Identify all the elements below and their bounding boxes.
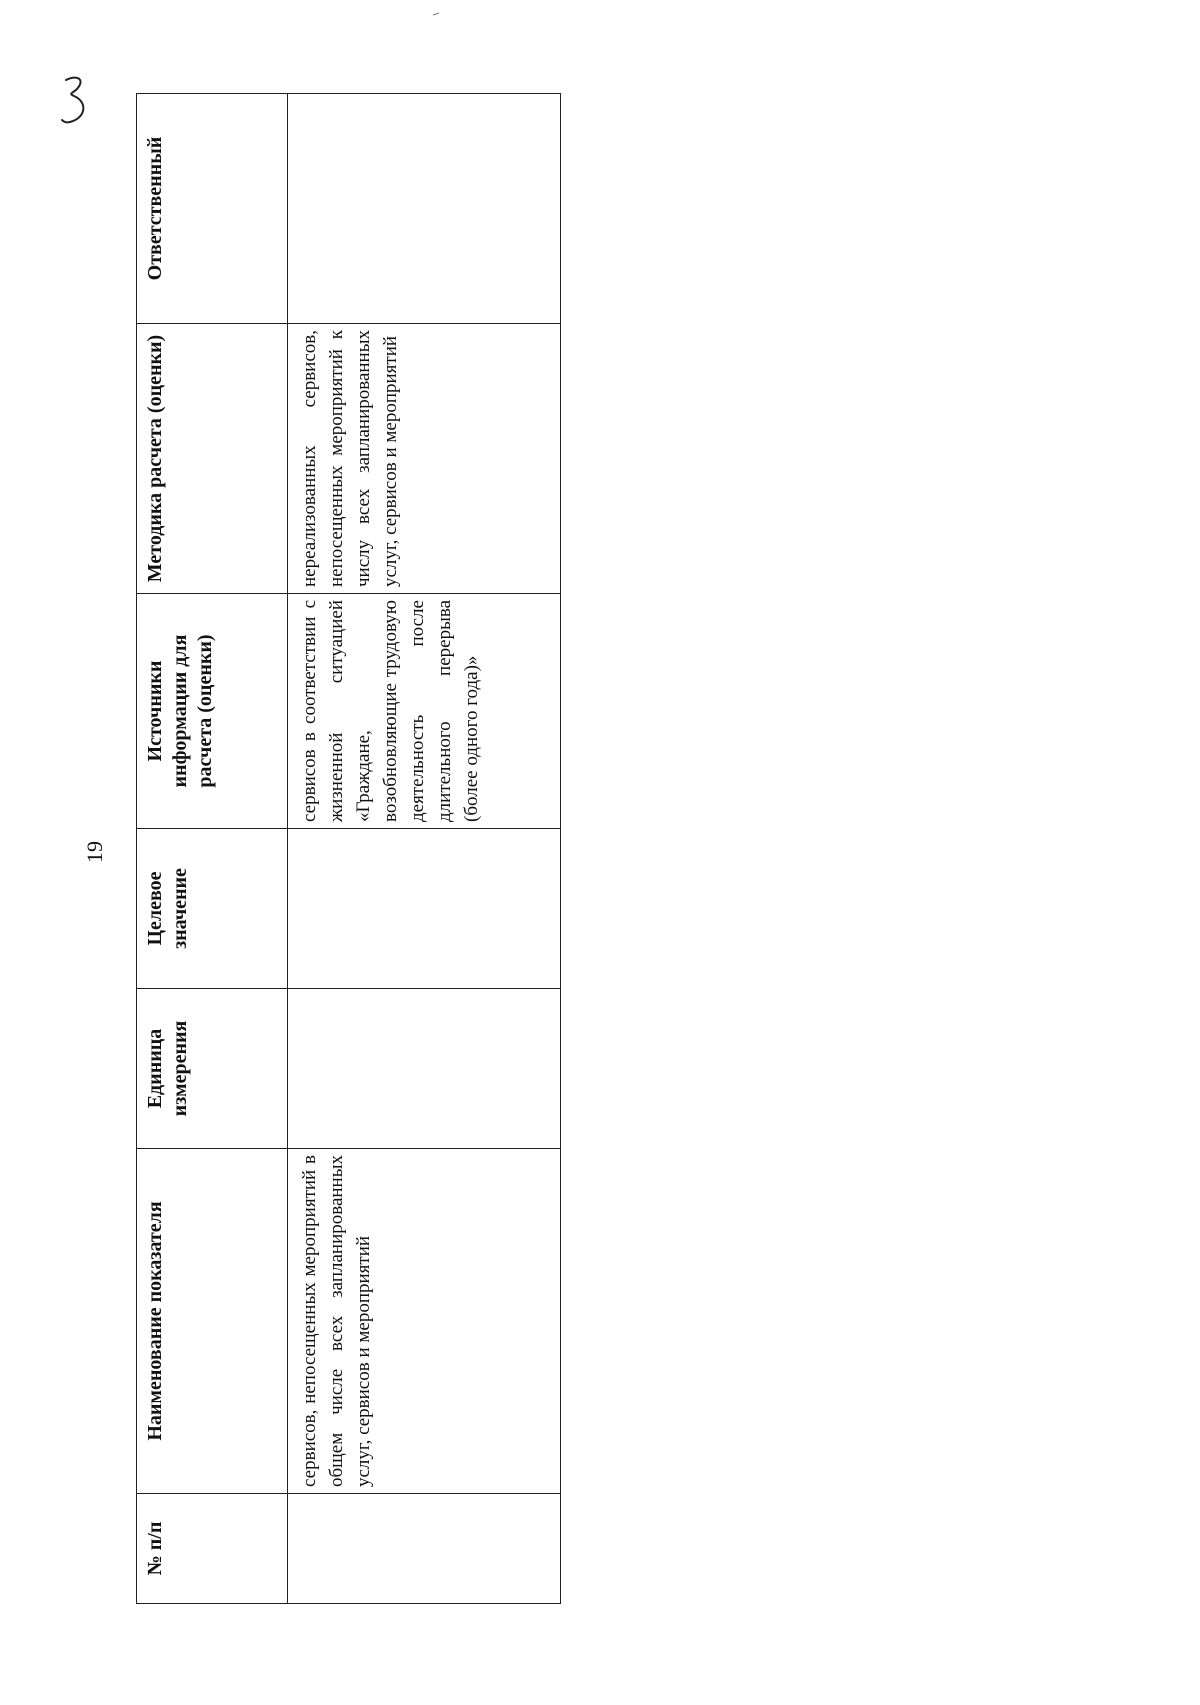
table-header-row — [137, 94, 288, 1604]
header-unit: Единица измерения — [137, 989, 288, 1149]
scan-speck-mark — [432, 12, 440, 16]
indicator-table-wrapper — [136, 94, 561, 1604]
cell-name: сервисов, непосещенных мероприятий в общем числе всех запланированных услуг, сервисов и мероприятий — [288, 1149, 561, 1494]
header-source: Источники информации для расчета (оценки) — [137, 594, 288, 829]
cell-responsible — [288, 94, 561, 324]
cell-unit — [288, 989, 561, 1149]
cell-num — [288, 1494, 561, 1604]
header-target: Целевое значение — [137, 829, 288, 989]
page-number: 19 — [82, 841, 107, 863]
cell-source: сервисов в соответствии с жизненной ситуацией «Граждане, возобновляющие трудовую деятельность после длительного перерыва (более одного года)» — [288, 594, 561, 829]
header-method: Методика расчета (оценки) — [137, 324, 288, 594]
cell-method: нереализованных сервисов, непосещенных мероприятий к числу всех запланированных услуг, сервисов и мероприятий — [288, 324, 561, 594]
cell-target — [288, 829, 561, 989]
header-name: Наименование показателя — [137, 1149, 288, 1494]
header-responsible: Ответственный — [137, 94, 288, 324]
table-row — [288, 94, 561, 1604]
header-num: № п/п — [137, 1494, 288, 1604]
handwritten-sheet-number — [56, 72, 96, 132]
indicator-table — [136, 93, 561, 1604]
